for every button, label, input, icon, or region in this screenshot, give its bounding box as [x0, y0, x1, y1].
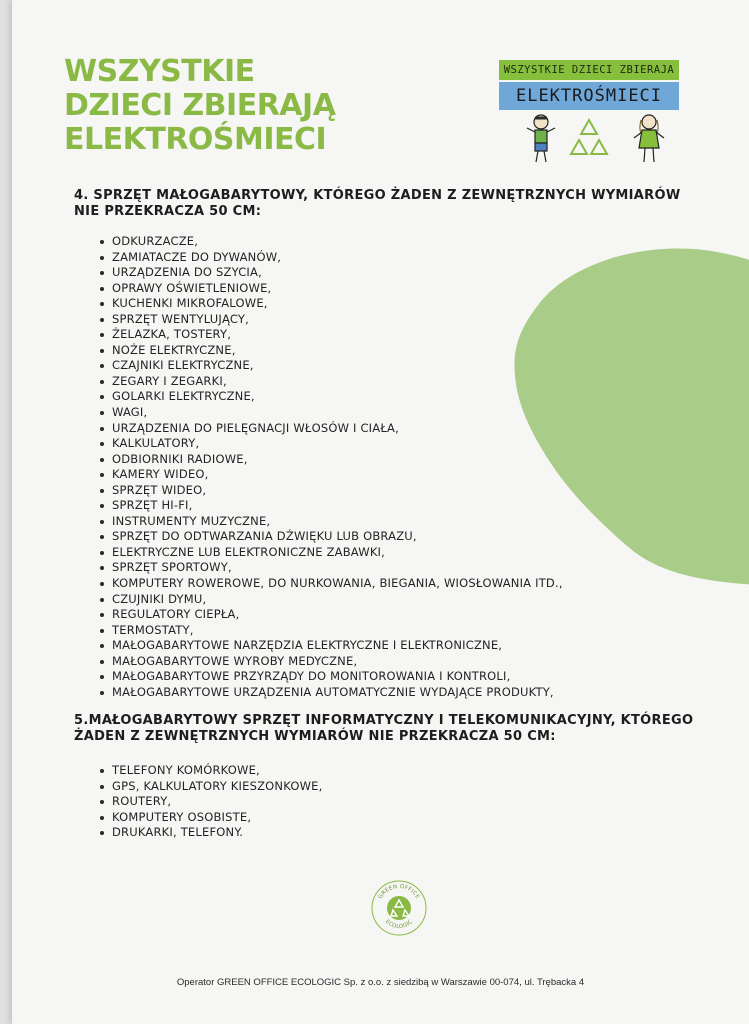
list-item: GOLARKI ELEKTRYCZNE, [98, 389, 563, 405]
section-5-heading [74, 713, 714, 745]
kids-recycling-illustration [499, 112, 679, 167]
list-item: ZAMIATACZE DO DYWANÓW, [98, 250, 563, 266]
footer-operator-info: Operator GREEN OFFICE ECOLOGIC Sp. z o.o. z siedzibą w Warszawie 00-074, ul. Trębacka 4 [176, 977, 585, 988]
list-item: SPRZĘT HI-FI, [98, 498, 563, 514]
document-page [12, 0, 749, 1024]
list-item: TELEFONY KOMÓRKOWE, [98, 763, 322, 779]
list-item: CZUJNIKI DYMU, [98, 592, 563, 608]
list-item: OPRAWY OŚWIETLENIOWE, [98, 281, 563, 297]
svg-text:ECOLOGIC [384, 919, 414, 930]
list-item: MAŁOGABARYTOWE PRZYRZĄDY DO MONITOROWANIA I KONTROLI, [98, 669, 563, 685]
list-item: SPRZĘT DO ODTWARZANIA DŹWIĘKU LUB OBRAZU, [98, 529, 563, 545]
logo-main-text: ELEKTROŚMIECI [499, 82, 679, 110]
title-line-2: DZIECI ZBIERAJĄ [64, 88, 336, 123]
list-item: ZEGARY I ZEGARKI, [98, 374, 563, 390]
section-4-heading-line-2: NIE PRZEKRACZA 50 CM: [74, 204, 262, 219]
campaign-logo [499, 60, 689, 165]
list-item: NOŻE ELEKTRYCZNE, [98, 343, 563, 359]
list-item: ODKURZACZE, [98, 234, 563, 250]
section-4-heading [74, 188, 714, 220]
title-line-3: ELEKTROŚMIECI [64, 122, 327, 157]
list-item: KAMERY WIDEO, [98, 467, 563, 483]
list-item: WAGI, [98, 405, 563, 421]
list-item: URZĄDZENIA DO PIELĘGNACJI WŁOSÓW I CIAŁA, [98, 421, 563, 437]
list-item: ROUTERY, [98, 794, 322, 810]
list-item: MAŁOGABARYTOWE URZĄDZENIA AUTOMATYCZNIE WYDAJĄCE PRODUKTY, [98, 685, 563, 701]
list-item: KOMPUTERY ROWEROWE, DO NURKOWANIA, BIEGANIA, WIOSŁOWANIA ITD., [98, 576, 563, 592]
list-item: CZAJNIKI ELEKTRYCZNE, [98, 358, 563, 374]
list-item: MAŁOGABARYTOWE NARZĘDZIA ELEKTRYCZNE I ELEKTRONICZNE, [98, 638, 563, 654]
list-item: KALKULATORY, [98, 436, 563, 452]
title-line-1: WSZYSTKIE [64, 54, 255, 89]
list-item: ELEKTRYCZNE LUB ELEKTRONICZNE ZABAWKI, [98, 545, 563, 561]
list-item: SPRZĘT SPORTOWY, [98, 560, 563, 576]
eco-logo-bottom-text: ECOLOGIC [383, 918, 415, 931]
list-item: MAŁOGABARYTOWE WYROBY MEDYCZNE, [98, 654, 563, 670]
eco-logo-top-text: GREEN OFFICE [377, 883, 421, 901]
section-5-list [98, 763, 322, 841]
list-item: KOMPUTERY OSOBISTE, [98, 810, 322, 826]
list-item: TERMOSTATY, [98, 623, 563, 639]
list-item: ODBIORNIKI RADIOWE, [98, 452, 563, 468]
section-4-list [98, 234, 563, 700]
logo-top-text: WSZYSTKIE DZIECI ZBIERAJA [499, 60, 679, 80]
boy-figure-icon [527, 115, 555, 162]
girl-figure-icon [634, 115, 664, 162]
list-item: INSTRUMENTY MUZYCZNE, [98, 514, 563, 530]
page-title [64, 55, 335, 157]
section-4-heading-line-1: 4. SPRZĘT MAŁOGABARYTOWY, KTÓREGO ŻADEN Z ZEWNĘTRZNYCH WYMIARÓW [74, 188, 681, 203]
green-office-ecologic-logo [371, 880, 427, 936]
list-item: SPRZĘT WIDEO, [98, 483, 563, 499]
list-item: ŻELAZKA, TOSTERY, [98, 327, 563, 343]
list-item: SPRZĘT WENTYLUJĄCY, [98, 312, 563, 328]
recycle-icon [571, 120, 607, 154]
list-item: DRUKARKI, TELEFONY. [98, 825, 322, 841]
list-item: KUCHENKI MIKROFALOWE, [98, 296, 563, 312]
list-item: GPS, KALKULATORY KIESZONKOWE, [98, 779, 322, 795]
section-5-heading-line-2: ŻADEN Z ZEWNĘTRZNYCH WYMIARÓW NIE PRZEKRACZA 50 CM: [74, 729, 556, 744]
list-item: REGULATORY CIEPŁA, [98, 607, 563, 623]
section-5-heading-line-1: 5.MAŁOGABARYTOWY SPRZĘT INFORMATYCZNY I TELEKOMUNIKACYJNY, KTÓREGO [74, 713, 694, 728]
list-item: URZĄDZENIA DO SZYCIA, [98, 265, 563, 281]
